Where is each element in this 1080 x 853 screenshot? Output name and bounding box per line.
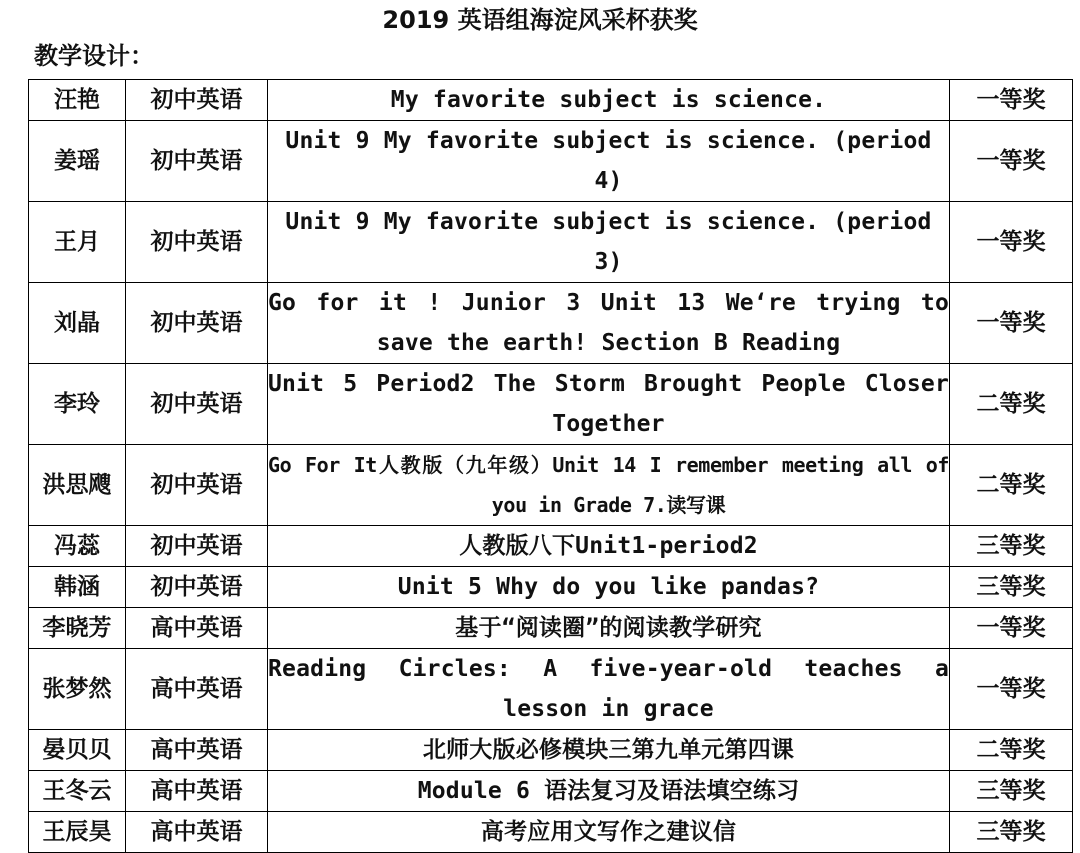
lesson-title: 基于“阅读圈”的阅读教学研究 — [268, 608, 950, 649]
teacher-name: 刘晶 — [29, 283, 126, 364]
teacher-name: 姜瑶 — [29, 121, 126, 202]
subject-cell: 高中英语 — [126, 730, 268, 771]
section-label: 教学设计： — [34, 42, 154, 70]
award-cell: 三等奖 — [950, 771, 1073, 812]
subject-cell: 初中英语 — [126, 283, 268, 364]
table-row — [29, 202, 1073, 283]
table-row — [29, 445, 1073, 526]
teacher-name: 李玲 — [29, 364, 126, 445]
subject-cell: 高中英语 — [126, 771, 268, 812]
teacher-name: 晏贝贝 — [29, 730, 126, 771]
lesson-title: Unit 5 Period2 The Storm Brought People Closer Together — [268, 364, 950, 445]
award-cell: 一等奖 — [950, 283, 1073, 364]
teacher-name: 王月 — [29, 202, 126, 283]
subject-cell: 初中英语 — [126, 121, 268, 202]
lesson-title: Unit 9 My favorite subject is science. (period 3) — [268, 202, 950, 283]
teacher-name: 王辰昊 — [29, 812, 126, 853]
table-row — [29, 121, 1073, 202]
lesson-title: 北师大版必修模块三第九单元第四课 — [268, 730, 950, 771]
teacher-name: 汪艳 — [29, 80, 126, 121]
awards-table — [28, 79, 1073, 853]
table-row — [29, 526, 1073, 567]
award-cell: 一等奖 — [950, 649, 1073, 730]
subject-cell: 初中英语 — [126, 567, 268, 608]
award-cell: 三等奖 — [950, 567, 1073, 608]
teacher-name: 李晓芳 — [29, 608, 126, 649]
subject-cell: 高中英语 — [126, 649, 268, 730]
table-row — [29, 812, 1073, 853]
lesson-title: 高考应用文写作之建议信 — [268, 812, 950, 853]
lesson-title: Go for it ! Junior 3 Unit 13 We‘re trying to save the earth! Section B Reading — [268, 283, 950, 364]
document-title: 2019 英语组海淀风采杯获奖 — [382, 6, 698, 34]
table-row — [29, 730, 1073, 771]
table-row — [29, 567, 1073, 608]
award-cell: 二等奖 — [950, 730, 1073, 771]
subject-cell: 初中英语 — [126, 364, 268, 445]
lesson-title: Unit 9 My favorite subject is science. (period 4) — [268, 121, 950, 202]
lesson-title: Unit 5 Why do you like pandas? — [268, 567, 950, 608]
lesson-title: 人教版八下Unit1-period2 — [268, 526, 950, 567]
lesson-title: Reading Circles: A five-year-old teaches a lesson in grace — [268, 649, 950, 730]
teacher-name: 洪思飕 — [29, 445, 126, 526]
lesson-title: My favorite subject is science. — [268, 80, 950, 121]
table-row — [29, 608, 1073, 649]
lesson-title: Go For It人教版（九年级）Unit 14 I remember meeting all of you in Grade 7.读写课 — [268, 445, 950, 526]
award-cell: 一等奖 — [950, 202, 1073, 283]
subject-cell: 高中英语 — [126, 608, 268, 649]
subject-cell: 初中英语 — [126, 445, 268, 526]
teacher-name: 王冬云 — [29, 771, 126, 812]
teacher-name: 冯蕊 — [29, 526, 126, 567]
table-row — [29, 364, 1073, 445]
award-cell: 一等奖 — [950, 80, 1073, 121]
table-row — [29, 80, 1073, 121]
teacher-name: 韩涵 — [29, 567, 126, 608]
award-cell: 一等奖 — [950, 121, 1073, 202]
award-cell: 二等奖 — [950, 364, 1073, 445]
award-cell: 三等奖 — [950, 812, 1073, 853]
subject-cell: 初中英语 — [126, 526, 268, 567]
table-row — [29, 649, 1073, 730]
table-row — [29, 283, 1073, 364]
teacher-name: 张梦然 — [29, 649, 126, 730]
award-cell: 二等奖 — [950, 445, 1073, 526]
award-cell: 一等奖 — [950, 608, 1073, 649]
lesson-title: Module 6 语法复习及语法填空练习 — [268, 771, 950, 812]
subject-cell: 初中英语 — [126, 202, 268, 283]
subject-cell: 初中英语 — [126, 80, 268, 121]
award-cell: 三等奖 — [950, 526, 1073, 567]
subject-cell: 高中英语 — [126, 812, 268, 853]
